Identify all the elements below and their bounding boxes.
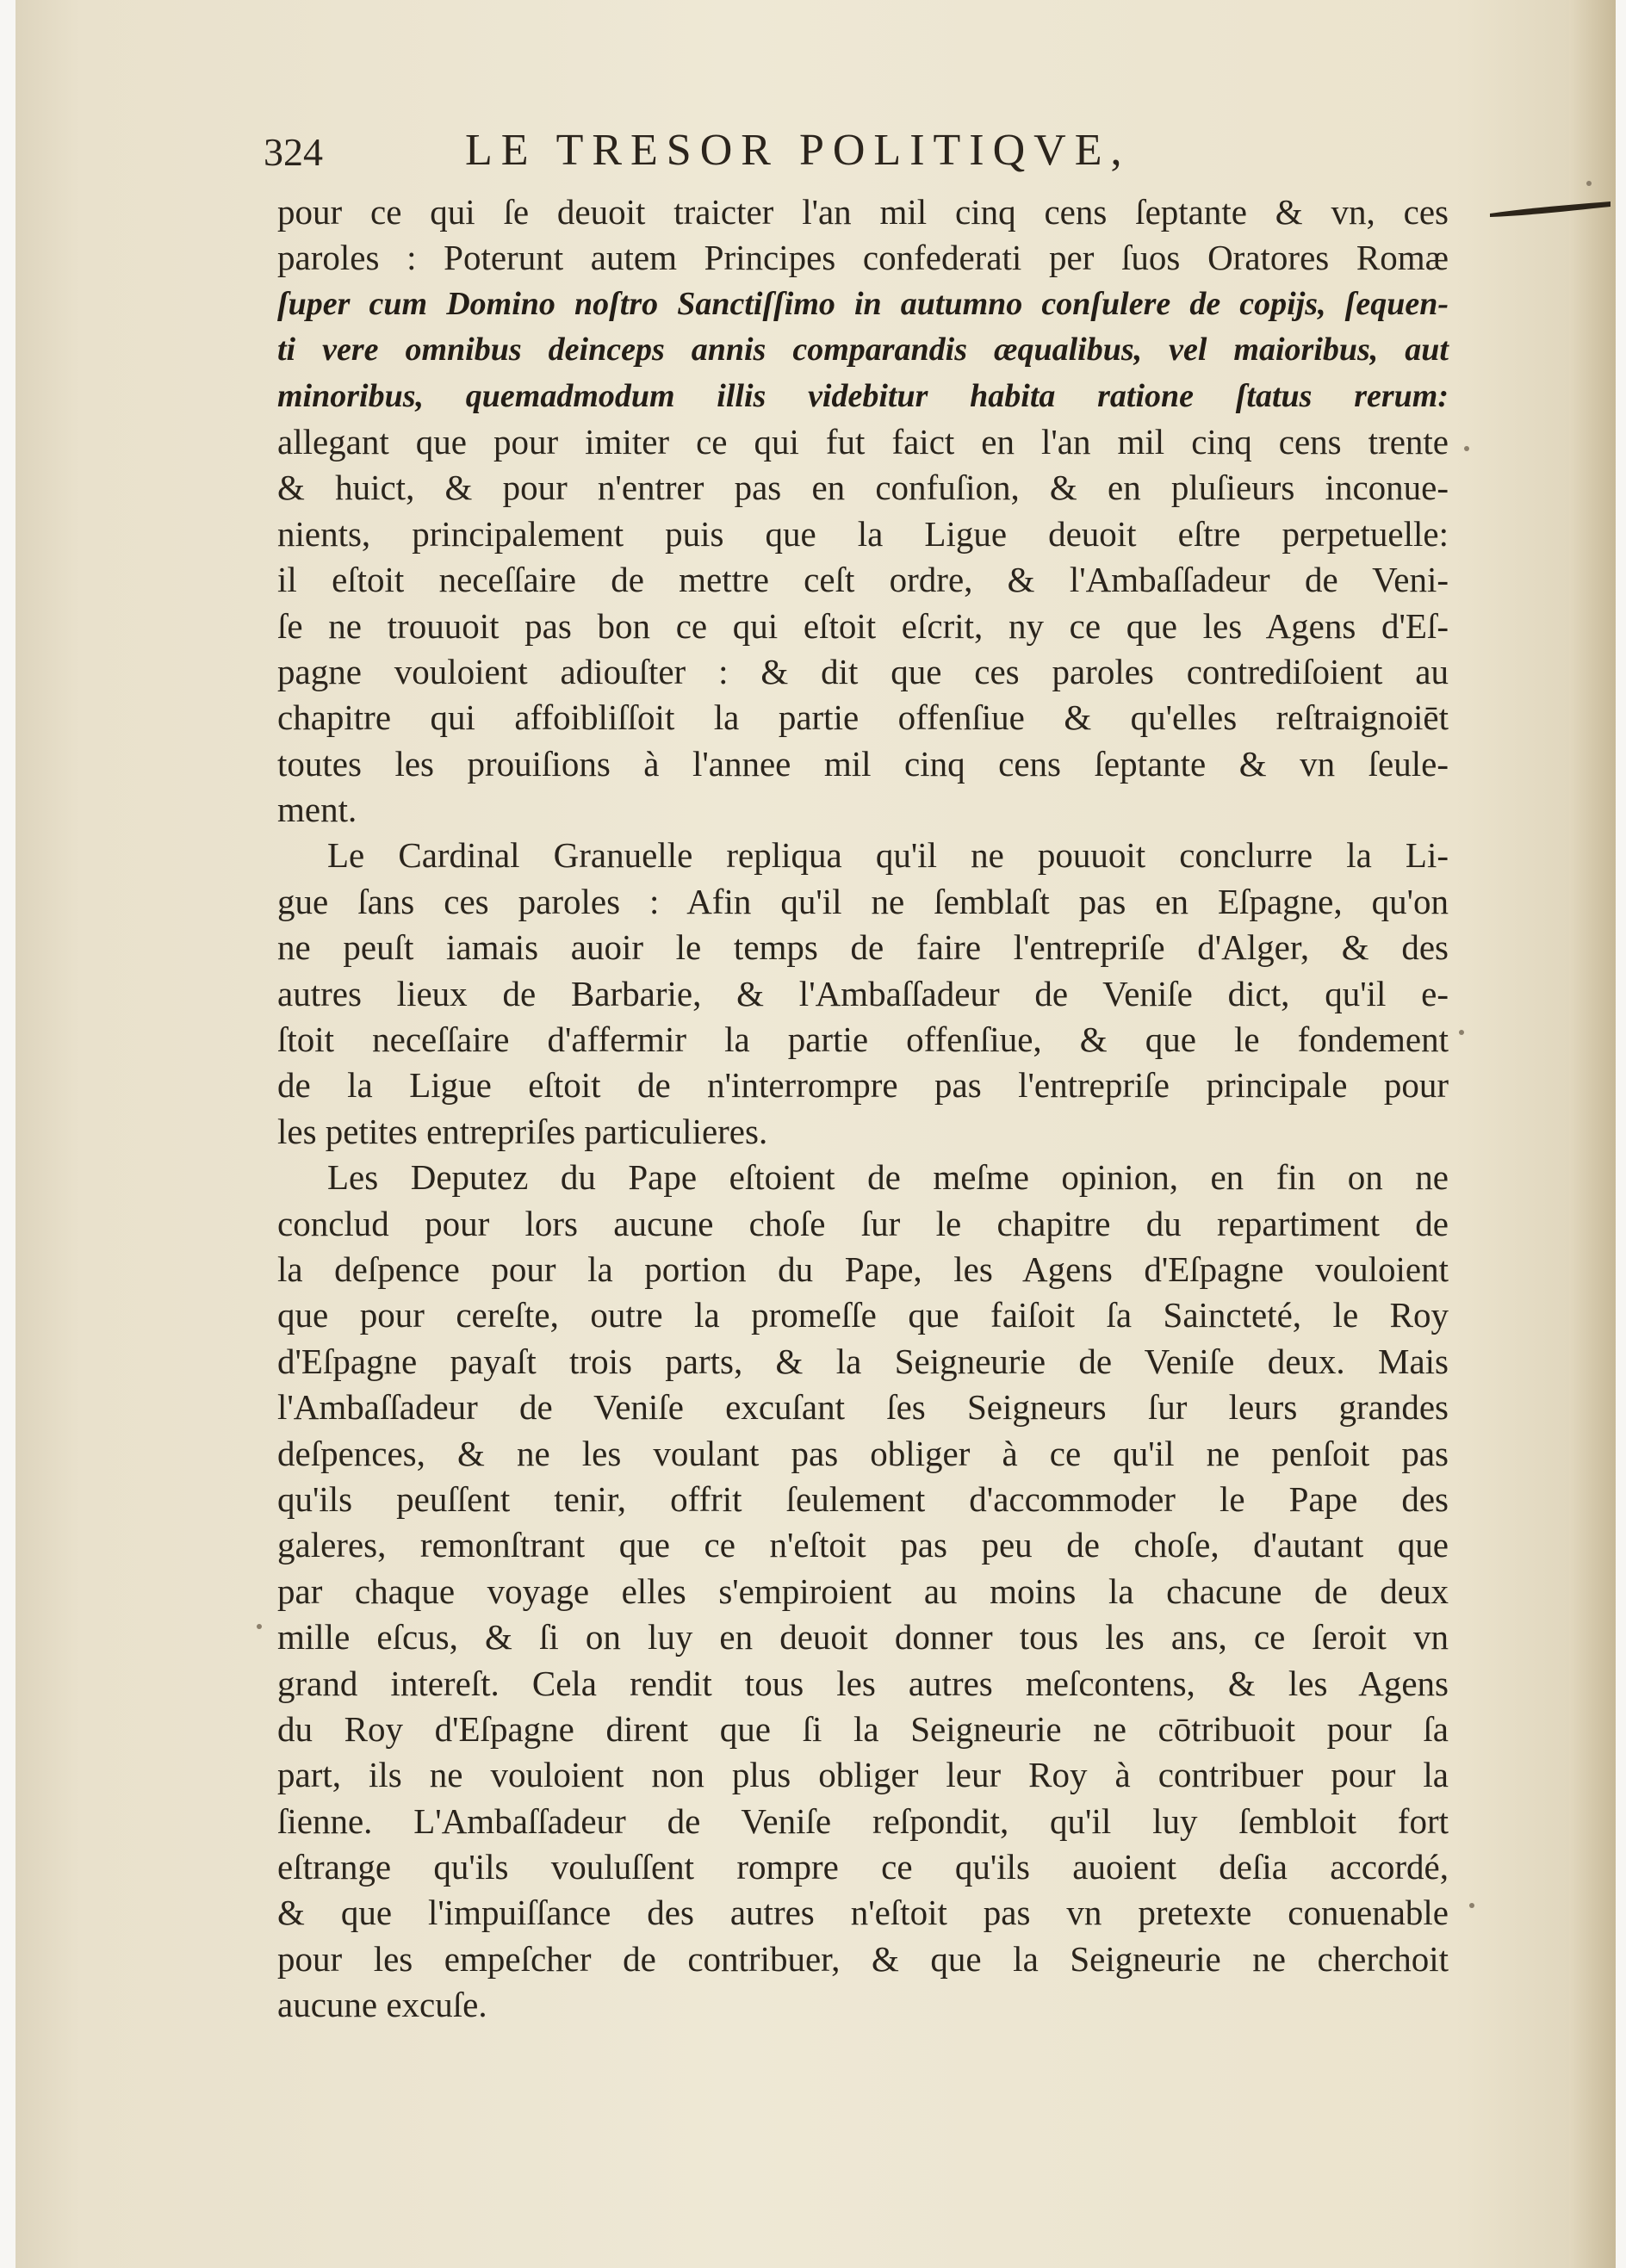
speck — [1586, 181, 1592, 186]
text-line: aucune excuſe. — [277, 1985, 487, 2025]
speck — [257, 1624, 262, 1629]
text-line: ſe ne trouuoit pas bon ce qui eſtoit eſcrit, ny ce que les Agens d'Eſ- — [277, 605, 1449, 646]
latin-quote-line: ſuper cum Domino noſtro Sanctiſſimo in autumno conſulere de copijs, ſequen- — [277, 285, 1449, 322]
latin-quote-line: ti vere omnibus deinceps annis comparandis æqualibus, vel maioribus, aut — [277, 332, 1449, 369]
text-line: d'Eſpagne payaſt trois parts, & la Seigneurie de Veniſe deux. Mais — [277, 1341, 1449, 1381]
text-line: qu'ils peuſſent tenir, offrit ſeulement d'accommoder le Pape des — [277, 1478, 1449, 1519]
text-line: l'Ambaſſadeur de Veniſe excuſant ſes Seigneurs ſur leurs grandes — [277, 1387, 1449, 1428]
text-line: pagne vouloient adiouſter : & dit que ces paroles contrediſoient au — [277, 651, 1449, 691]
page-number: 324 — [264, 130, 323, 174]
speck — [1459, 1030, 1464, 1035]
text-line: & huict, & pour n'entrer pas en confuſion, & en pluſieurs inconue- — [277, 468, 1449, 508]
text-line: que pour cereſte, outre la promeſſe que faiſoit ſa Saincteté, le Roy — [277, 1295, 1449, 1335]
paragraph — [277, 1155, 1449, 2028]
text-line: toutes les prouiſions à l'annee mil cinq cens ſeptante & vn ſeule- — [277, 743, 1449, 784]
text-line: chapitre qui affoibliſſoit la partie offenſiue & qu'elles reſtraignoiēt — [277, 697, 1449, 738]
text-line: la deſpence pour la portion du Pape, les Agens d'Eſpagne vouloient — [277, 1249, 1449, 1289]
text-line: les petites entrepriſes particulieres. — [277, 1111, 768, 1151]
text-line: il eſtoit neceſſaire de mettre ceſt ordre, & l'Ambaſſadeur de Veni- — [277, 560, 1449, 600]
text-line: part, ils ne vouloient non plus obliger leur Roy à contribuer pour la — [277, 1755, 1449, 1795]
text-line: ſtoit neceſſaire d'affermir la partie offenſiue, & que le fondement — [277, 1019, 1449, 1060]
text-line: ſienne. L'Ambaſſadeur de Veniſe reſpondit, qu'il luy ſembloit fort — [277, 1800, 1449, 1841]
text-line: eſtrange qu'ils vouluſſent rompre ce qu'ils auoient deſia accordé, — [277, 1847, 1449, 1887]
text-line: pour ce qui ſe deuoit traicter l'an mil cinq cens ſeptante & vn, ces — [277, 192, 1449, 232]
text-line: conclud pour lors aucune choſe ſur le chapitre du repartiment de — [277, 1203, 1449, 1243]
text-line: deſpences, & ne les voulant pas obliger à ce qu'il ne penſoit pas — [277, 1433, 1449, 1473]
text-line: ne peuſt iamais auoir le temps de faire l'entrepriſe d'Alger, & des — [277, 927, 1449, 968]
text-line: mille eſcus, & ſi on luy en deuoit donner tous les ans, ce ſeroit vn — [277, 1617, 1449, 1658]
text-line: & que l'impuiſſance des autres n'eſtoit pas vn pretexte conuenable — [277, 1893, 1449, 1933]
text-line: galeres, remonſtrant que ce n'eſtoit pas peu de choſe, d'autant que — [277, 1525, 1449, 1565]
text-line: grand intereſt. Cela rendit tous les autres meſcontens, & les Agens — [277, 1663, 1449, 1703]
running-title: LE TRESOR POLITIQVE, — [465, 126, 1131, 175]
text-line: ment. — [277, 790, 357, 830]
latin-quote-line: minoribus, quemadmodum illis videbitur habita ratione ſtatus rerum: — [277, 377, 1449, 414]
speck — [1464, 446, 1469, 451]
text-line: allegant que pour imiter ce qui fut faict en l'an mil cinq cens trente — [277, 421, 1449, 462]
text-line: Le Cardinal Granuelle repliqua qu'il ne pouuoit conclurre la Li- — [327, 835, 1449, 876]
text-line: de la Ligue eſtoit de n'interrompre pas l'entrepriſe principale pour — [277, 1065, 1449, 1106]
body-text — [277, 189, 1449, 2029]
text-line: paroles : Poterunt autem Principes confederati per ſuos Oratores Romæ — [277, 238, 1449, 278]
paragraph — [277, 189, 1449, 833]
paragraph — [277, 833, 1449, 1155]
text-line: autres lieux de Barbarie, & l'Ambaſſadeur de Veniſe dict, qu'il e- — [277, 973, 1449, 1013]
binding-gutter — [1569, 0, 1616, 2268]
ink-smudge — [1490, 198, 1610, 220]
text-line: nients, principalement puis que la Ligue deuoit eſtre perpetuelle: — [277, 513, 1449, 554]
text-line: Les Deputez du Pape eſtoient de meſme opinion, en fin on ne — [327, 1157, 1449, 1198]
speck — [1469, 1903, 1474, 1908]
text-line: par chaque voyage elles s'empiroient au moins la chacune de deux — [277, 1571, 1449, 1611]
text-line: du Roy d'Eſpagne dirent que ſi la Seigneurie ne cōtribuoit pour ſa — [277, 1708, 1449, 1749]
text-line: gue ſans ces paroles : Afin qu'il ne ſemblaſt pas en Eſpagne, qu'on — [277, 881, 1449, 921]
text-line: pour les empeſcher de contribuer, & que la Seigneurie ne cherchoit — [277, 1938, 1449, 1979]
